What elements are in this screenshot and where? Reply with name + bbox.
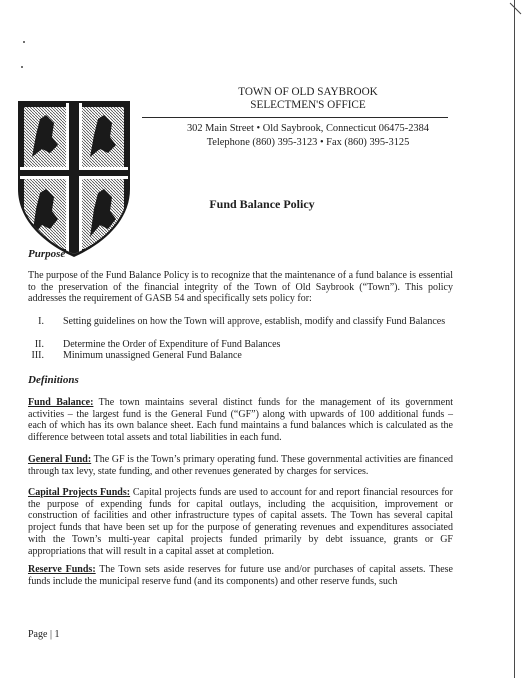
purpose-paragraph: The purpose of the Fund Balance Policy is to recognize that the maintenance of a fund balance is essential to the preservation of the financial integrity of the Town of Old Saybrook (“Town”). This policy addresses the requirement of GASB 54 and specifically sets policy for: xyxy=(28,270,453,305)
definition-term: Capital Projects Funds: xyxy=(28,487,131,498)
definition-text: Capital projects funds are used to account for and report financial resources for the purpose of expending funds for capital outlays, including the acquisition, improvement or construction of facilities and other infrastructure types of capital assets. The Town has several capital project funds that have been set up for the purpose of generating revenues and expenditures associated with the Town’s multi-year capital projects funded primarily by debt issuance, grants or GF appropriations that will result in a capital asset at completion. xyxy=(28,487,453,557)
definition-fund-balance xyxy=(28,397,453,444)
list-item-number: III. xyxy=(31,350,44,361)
definition-text: The Town sets aside reserves for future use and/or purchases of capital assets. These funds include the municipal reserve fund (and its components) and other reserve funds, such xyxy=(28,564,453,587)
scan-speck xyxy=(23,41,25,43)
definition-reserve-funds xyxy=(28,564,453,587)
definitions-heading: Definitions xyxy=(28,374,79,386)
scan-edge-line xyxy=(514,0,515,678)
definition-term: Reserve Funds: xyxy=(28,564,96,575)
definition-term: General Fund: xyxy=(28,454,92,465)
definition-text: The town maintains several distinct funds for the management of its government activities – the largest fund is the General Fund (“GF”) along with upwards of 100 additional funds – each of which has its own balance sheet. Each fund maintains a fund balances which is calculated as the difference between total assets and total liabilities in each fund. xyxy=(28,397,453,444)
list-item xyxy=(28,350,453,362)
scan-speck xyxy=(21,66,23,68)
letterhead-phone: Telephone (860) 395-3123 • Fax (860) 395-3125 xyxy=(206,137,410,148)
list-item xyxy=(28,316,453,340)
definition-term: Fund Balance: xyxy=(28,397,94,408)
list-item-text: Minimum unassigned General Fund Balance xyxy=(63,350,242,361)
list-item-number: II. xyxy=(34,339,44,350)
letterhead-divider xyxy=(142,117,448,118)
page-number: Page | 1 xyxy=(28,629,60,640)
purpose-heading: Purpose xyxy=(28,248,66,260)
document-title: Fund Balance Policy xyxy=(209,197,315,211)
letterhead-town: TOWN OF OLD SAYBROOK xyxy=(238,86,378,98)
list-item-number: I. xyxy=(38,316,44,327)
letterhead-office: SELECTMEN'S OFFICE xyxy=(250,99,366,111)
definition-text: The GF is the Town’s primary operating fund. These governmental activities are financed through tax levy, state funding, and other revenues generated by charges for services. xyxy=(28,454,454,477)
definition-capital-projects-funds xyxy=(28,487,453,557)
letterhead-address: 302 Main Street • Old Saybrook, Connecticut 06475-2384 xyxy=(186,123,429,134)
definition-general-fund xyxy=(28,454,453,477)
list-item-text: Setting guidelines on how the Town will approve, establish, modify and classify Fund Balances xyxy=(63,316,446,327)
list-item-text: Determine the Order of Expenditure of Fund Balances xyxy=(63,339,281,350)
town-crest-shield xyxy=(14,97,134,259)
